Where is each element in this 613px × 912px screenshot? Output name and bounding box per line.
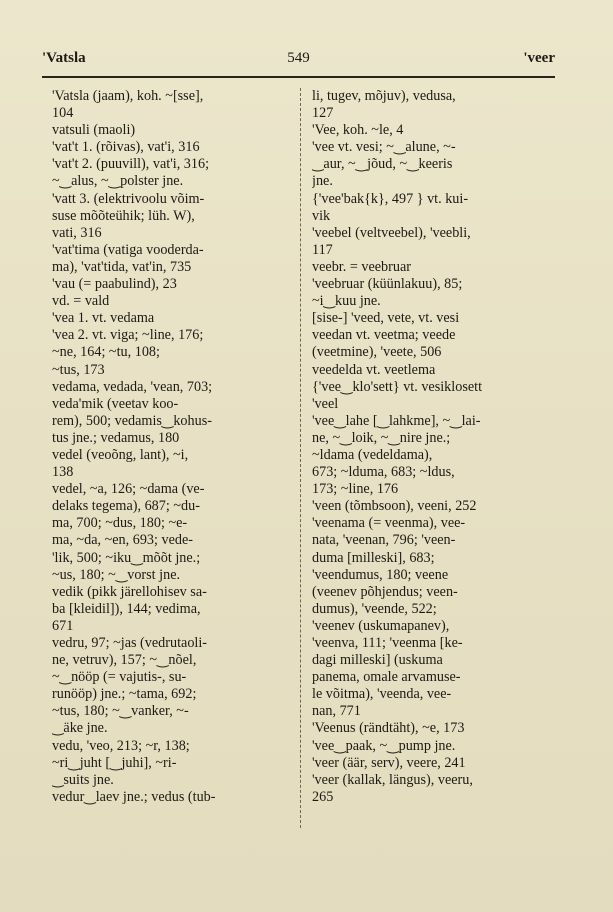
dictionary-line: 'vat't 2. (puuvill), vat'i, 316;: [52, 156, 210, 173]
dictionary-line: veedelda vt. veetlema: [312, 361, 436, 378]
left-column: [52, 88, 288, 806]
dictionary-line: 'vat'tima (vatiga vooderda-: [52, 241, 204, 258]
dictionary-line: vedik (pikk järellohisev sa-: [52, 583, 207, 600]
dictionary-line: ~tus, 180; ~‿vanker, ~-: [52, 703, 189, 720]
dictionary-line: (veetmine), 'veete, 506: [312, 344, 442, 361]
dictionary-line: 'vea 1. vt. vedama: [52, 310, 155, 327]
dictionary-line: 'veer (äär, serv), veere, 241: [312, 754, 466, 771]
dictionary-line: 'veel: [312, 395, 339, 412]
dictionary-line: 'veebruar (küünlakuu), 85;: [312, 276, 463, 293]
dictionary-line: vedru, 97; ~jas (vedrutaoli-: [52, 635, 208, 651]
dictionary-line: 'vee‿paak, ~‿pump jne.: [312, 737, 456, 754]
dictionary-line: 'veen (tõmbsoon), veeni, 252: [312, 498, 477, 515]
dictionary-line: ma, ~da, ~en, 693; vede-: [52, 532, 194, 549]
dictionary-line: {'vee‿klo'sett} vt. vesiklosett: [312, 378, 483, 395]
dictionary-line: ~ldama (vedeldama),: [312, 446, 433, 463]
header-rule: [42, 76, 555, 78]
dictionary-line: vedel (veoõng, lant), ~i,: [52, 446, 189, 463]
dictionary-line: vedu, 'veo, 213; ~r, 138;: [52, 737, 190, 754]
dictionary-line: 'veebel (veltveebel), 'veebli,: [312, 224, 471, 241]
dictionary-line: ma, 700; ~dus, 180; ~e-: [52, 515, 188, 532]
dictionary-line: duma [milleski], 683;: [312, 549, 435, 566]
right-column: [312, 88, 541, 806]
dictionary-line: ‿suits jne.: [52, 771, 114, 788]
dictionary-line: 'veendumus, 180; veene: [312, 566, 449, 583]
dictionary-line: ~tus, 173: [52, 361, 105, 378]
dictionary-line: delaks tegema), 687; ~du-: [52, 498, 200, 515]
dictionary-line: 'vat't 1. (rõivas), vat'i, 316: [52, 139, 200, 156]
dictionary-line: suse mõõteühik; lüh. W),: [52, 207, 195, 224]
dictionary-line: ~‿nööp (= vajutis-, su-: [52, 669, 187, 686]
dictionary-line: vik: [312, 207, 331, 224]
dictionary-line: veebr. = veebruar: [312, 258, 411, 275]
dictionary-line: veda'mik (veetav koo-: [52, 395, 179, 412]
dictionary-line: jne.: [312, 173, 333, 190]
dictionary-line: li, tugev, mõjuv), vedusa,: [312, 88, 456, 104]
dictionary-line: le võitma), 'veenda, vee-: [312, 686, 452, 703]
dictionary-line: 127: [312, 105, 334, 122]
dictionary-line: ‿äke jne.: [52, 720, 108, 737]
dictionary-line: 'Vatsla (jaam), koh. ~[sse],: [52, 88, 204, 104]
dictionary-line: dumus), 'veende, 522;: [312, 600, 437, 617]
dictionary-line: 104: [52, 105, 74, 122]
dictionary-line: 138: [52, 464, 74, 481]
dictionary-line: 117: [312, 241, 333, 258]
dictionary-line: vd. = vald: [52, 293, 110, 310]
dictionary-line: 'veer (kallak, längus), veeru,: [312, 771, 473, 788]
dictionary-line: ma), 'vat'tida, vat'in, 735: [52, 258, 192, 275]
dictionary-line: 671: [52, 617, 74, 634]
dictionary-line: ~ri‿juht [‿juhi], ~ri-: [52, 754, 177, 771]
dictionary-line: 173; ~line, 176: [312, 481, 399, 498]
dictionary-line: 'vee vt. vesi; ~‿alune, ~-: [312, 139, 456, 156]
dictionary-line: vati, 316: [52, 224, 102, 241]
dictionary-line: 265: [312, 788, 334, 805]
dictionary-line: vedel, ~a, 126; ~dama (ve-: [52, 481, 205, 498]
dictionary-line: {'vee'bak{k}, 497 } vt. kui-: [312, 190, 469, 207]
header-last-word: 'veer: [523, 50, 555, 66]
dictionary-line: 673; ~lduma, 683; ~ldus,: [312, 464, 455, 481]
dictionary-line: panema, omale arvamuse-: [312, 669, 461, 686]
dictionary-line: rem), 500; vedamis‿kohus-: [52, 412, 212, 429]
dictionary-line: tus jne.; vedamus, 180: [52, 429, 180, 446]
dictionary-line: ~us, 180; ~‿vorst jne.: [52, 566, 181, 583]
dictionary-line: vedama, vedada, 'vean, 703;: [52, 378, 213, 395]
dictionary-line: 'veenev (uskumapanev),: [312, 617, 450, 634]
page-number: 549: [287, 50, 310, 66]
dictionary-line: nata, 'veenan, 796; 'veen-: [312, 532, 456, 549]
column-divider: [300, 88, 301, 828]
dictionary-line: (veenev põhjendus; veen-: [312, 583, 458, 600]
page-header: [42, 50, 555, 72]
dictionary-line: 'vea 2. vt. viga; ~line, 176;: [52, 327, 204, 344]
dictionary-line: ‿aur, ~‿jõud, ~‿keeris: [312, 156, 453, 173]
dictionary-line: runööp) jne.; ~tama, 692;: [52, 686, 197, 703]
dictionary-line: ba [kleidil]), 144; vedima,: [52, 600, 201, 617]
dictionary-line: nan, 771: [312, 703, 361, 720]
dictionary-line: ~ne, 164; ~tu, 108;: [52, 344, 160, 361]
dictionary-line: 'vatt 3. (elektrivoolu võim-: [52, 190, 205, 207]
dictionary-line: ~‿alus, ~‿polster jne.: [52, 173, 184, 190]
dictionary-line: 'lik, 500; ~iku‿mõõt jne.;: [52, 549, 201, 566]
dictionary-line: 'Vee, koh. ~le, 4: [312, 122, 404, 139]
dictionary-line: 'vau (= paabulind), 23: [52, 276, 177, 293]
dictionary-line: ne, ~‿loik, ~‿nire jne.;: [312, 429, 451, 446]
dictionary-line: 'vee‿lahe [‿lahkme], ~‿lai-: [312, 412, 481, 429]
dictionary-line: 'veenama (= veenma), vee-: [312, 515, 466, 532]
dictionary-line: 'veenva, 111; 'veenma [ke-: [312, 635, 463, 651]
dictionary-line: veedan vt. veetma; veede: [312, 327, 456, 344]
dictionary-line: dagi milleski] (uskuma: [312, 652, 443, 669]
dictionary-line: vatsuli (maoli): [52, 122, 136, 139]
dictionary-line: ~i‿kuu jne.: [312, 293, 381, 310]
header-first-word: 'Vatsla: [42, 50, 86, 66]
dictionary-line: vedur‿laev jne.; vedus (tub-: [52, 788, 216, 805]
dictionary-line: ne, vetruv), 157; ~‿nõel,: [52, 652, 197, 669]
dictionary-line: 'Veenus (rändtäht), ~e, 173: [312, 720, 465, 737]
dictionary-line: [sise-] 'veed, vete, vt. vesi: [312, 310, 460, 327]
